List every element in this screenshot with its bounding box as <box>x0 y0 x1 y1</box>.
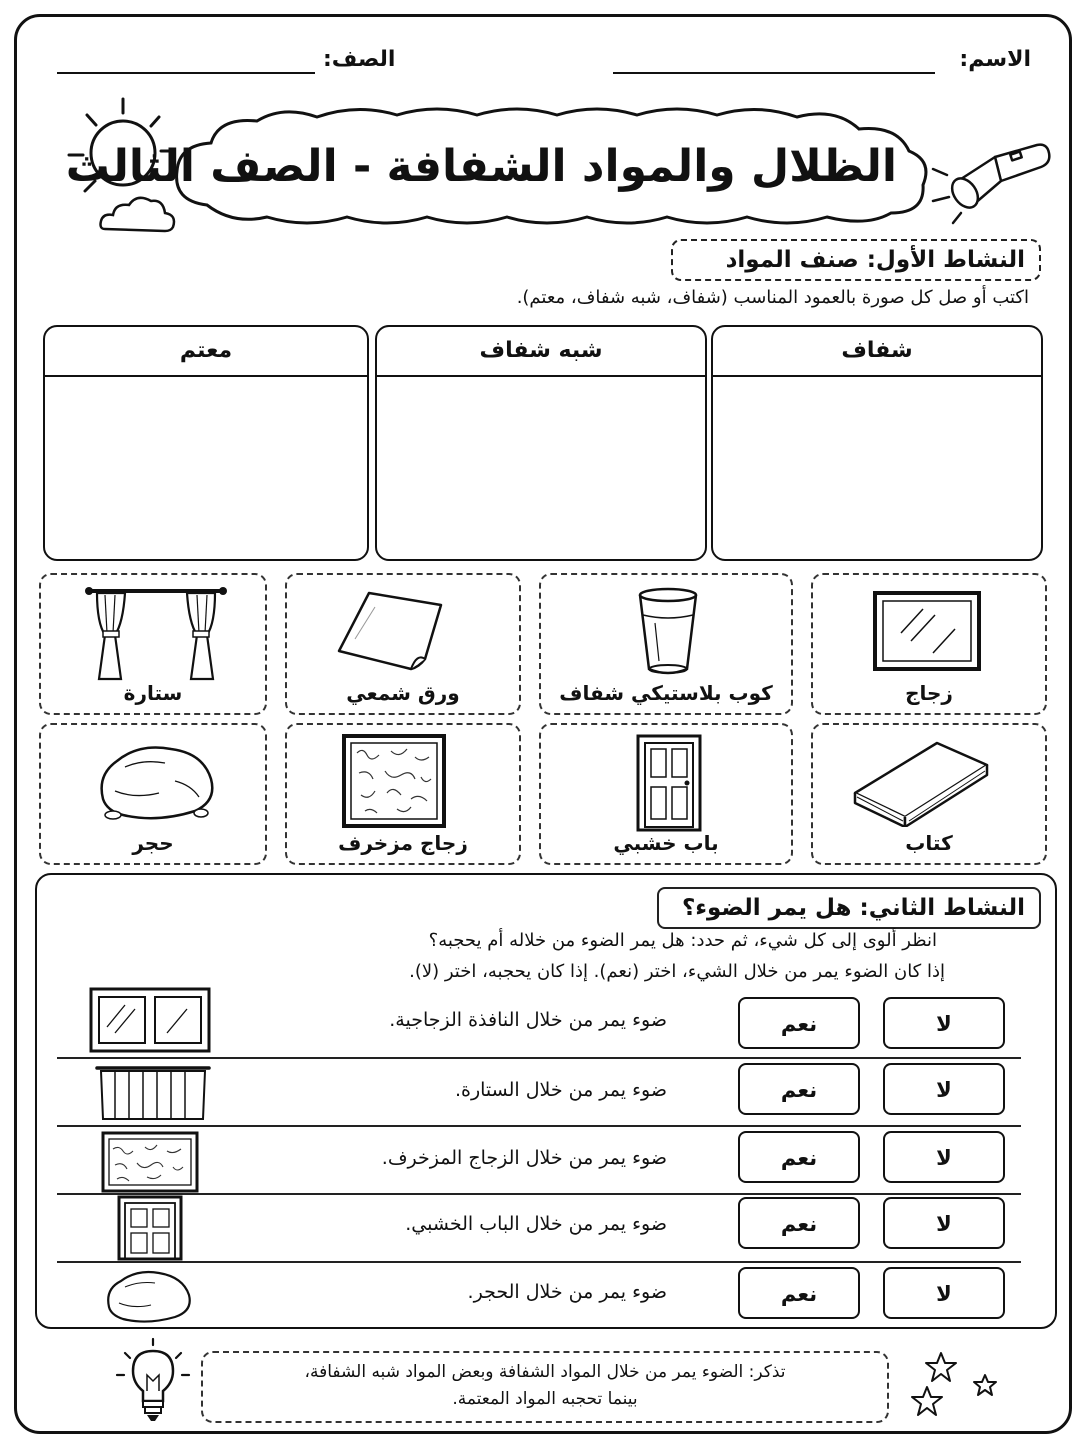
card-plastic-cup[interactable] <box>539 573 793 715</box>
page-title: الظلال والمواد الشفافة - الصف الثالث <box>65 141 897 192</box>
rock-icon <box>95 741 217 821</box>
card-wooden-door[interactable] <box>539 723 793 865</box>
column-head-transparent: شفاف <box>713 327 1041 377</box>
card-label: حجر <box>132 831 174 855</box>
card-label: زجاج <box>905 681 953 705</box>
no-button[interactable]: لا <box>883 1197 1005 1249</box>
reminder-line-1: تذكر: الضوء يمر من خلال المواد الشفافة وبعض المواد شبه الشفافة، <box>304 1362 786 1382</box>
yes-button[interactable]: نعم <box>738 997 860 1049</box>
row-statement: ضوء يمر من خلال الستارة. <box>454 1079 667 1101</box>
curtain-icon <box>95 1063 211 1123</box>
yes-button[interactable]: نعم <box>738 1063 860 1115</box>
column-opaque[interactable] <box>43 325 369 561</box>
name-label: الاسم: <box>959 47 1031 72</box>
card-label: باب خشبي <box>613 831 719 855</box>
wax-paper-icon <box>335 589 445 673</box>
card-label: كتاب <box>905 831 953 855</box>
class-label: الصف: <box>323 47 396 72</box>
curtain-icon <box>85 583 227 681</box>
column-head-translucent: شبه شفاف <box>377 327 705 377</box>
row-statement: ضوء يمر من خلال الزجاج المزخرف. <box>381 1147 667 1169</box>
lightbulb-icon <box>115 1337 191 1423</box>
card-label: ورق شمعي <box>346 681 460 705</box>
yes-button[interactable]: نعم <box>738 1197 860 1249</box>
rock-icon <box>103 1267 193 1323</box>
activity2-instruction-1: انظر ألوى إلى كل شيء، ثم حدد: هل يمر الضوء من خلاله أم يحجبه؟ <box>428 930 937 951</box>
card-label: كوب بلاستيكي شفاف <box>559 681 773 705</box>
card-label: ستارة <box>123 681 183 705</box>
no-button[interactable]: لا <box>883 1131 1005 1183</box>
no-button[interactable]: لا <box>883 997 1005 1049</box>
stars-icon <box>907 1351 1037 1421</box>
name-field[interactable] <box>613 72 935 74</box>
flashlight-icon <box>925 135 1055 225</box>
no-button[interactable]: لا <box>883 1267 1005 1319</box>
yes-button[interactable]: نعم <box>738 1131 860 1183</box>
wooden-door-icon <box>117 1195 183 1261</box>
activity1-tag: النشاط الأول: صنف المواد <box>671 239 1041 281</box>
wooden-door-icon <box>635 733 703 833</box>
column-transparent[interactable] <box>711 325 1043 561</box>
class-field[interactable] <box>57 72 315 74</box>
row-divider <box>57 1125 1021 1127</box>
plastic-cup-icon <box>635 585 701 677</box>
yes-button[interactable]: نعم <box>738 1267 860 1319</box>
activity2-tag: النشاط الثاني: هل يمر الضوء؟ <box>657 887 1041 929</box>
frosted-glass-icon <box>341 733 447 829</box>
card-label: زجاج مزخرف <box>338 831 468 855</box>
reminder-line-2: بينما تحجبه المواد المعتمة. <box>452 1389 638 1409</box>
column-translucent[interactable] <box>375 325 707 561</box>
glass-pane-icon <box>871 589 983 675</box>
window-icon <box>89 987 211 1053</box>
row-divider <box>57 1057 1021 1059</box>
book-icon <box>851 737 991 827</box>
card-wax-paper[interactable] <box>285 573 521 715</box>
row-divider <box>57 1193 1021 1195</box>
card-book[interactable] <box>811 723 1047 865</box>
column-head-opaque: معتم <box>45 327 367 377</box>
card-frosted-glass[interactable] <box>285 723 521 865</box>
row-statement: ضوء يمر من خلال النافذة الزجاجية. <box>389 1009 667 1031</box>
card-rock[interactable] <box>39 723 267 865</box>
activity1-instruction: اكتب أو صل كل صورة بالعمود المناسب (شفاف، شبه شفاف، معتم). <box>516 287 1029 308</box>
worksheet-page <box>14 14 1072 1434</box>
row-divider <box>57 1261 1021 1263</box>
row-statement: ضوء يمر من خلال الباب الخشبي. <box>405 1213 667 1235</box>
activity2-instruction-2: إذا كان الضوء يمر من خلال الشيء، اختر (نعم). إذا كان يحجبه، اختر (لا). <box>409 961 945 982</box>
no-button[interactable]: لا <box>883 1063 1005 1115</box>
card-curtain[interactable] <box>39 573 267 715</box>
reminder-note <box>201 1351 889 1423</box>
frosted-glass-icon <box>101 1131 199 1193</box>
card-glass[interactable] <box>811 573 1047 715</box>
row-statement: ضوء يمر من خلال الحجر. <box>467 1281 667 1303</box>
